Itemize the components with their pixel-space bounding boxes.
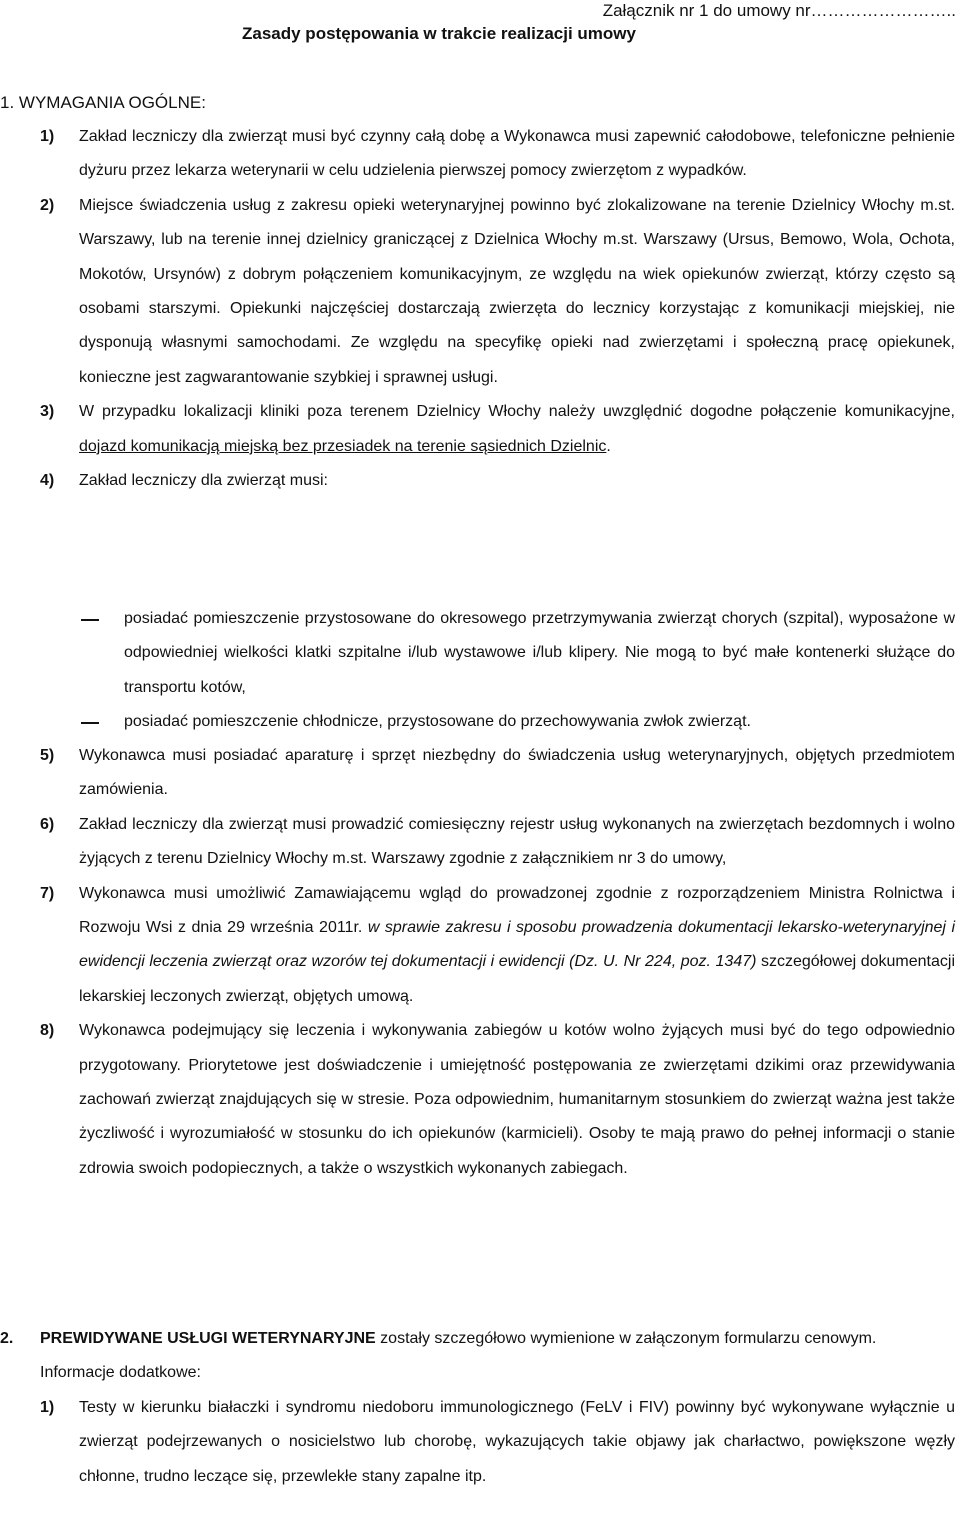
requirement-item-1: 1) Zakład leczniczy dla zwierząt musi być czynny całą dobę a Wykonawca musi zapewnić całodobowe, telefoniczne pełnienie dyżuru przez lekarza weterynarii w celu udzielenia pierwszej pomocy zwierzętom z wypadków. — [40, 128, 955, 180]
section-1-items-b — [0, 739, 955, 1186]
document-title: Zasady postępowania w trakcie realizacji umowy — [242, 24, 636, 43]
annex-reference: Załącznik nr 1 do umowy nr…………………….. — [602, 1, 956, 20]
additional-info-item-1: 1) Testy w kierunku białaczki i syndromu niedoboru immunologicznego (FeLV i FIV) powinny być wykonywane wyłącznie u zwierząt podejrzewanych o nosicielstwo lub chorobę, wykazujących takie objawy jak charłactwo, powiększone węzły chłonne, trudno leczące się, przewlekłe stany zapalne itp. — [40, 1398, 955, 1485]
underlined-requirement: dojazd komunikacją miejską bez przesiadek na terenie sąsiednich Dzielnic — [79, 437, 607, 455]
requirement-item-2: 2) Miejsce świadczenia usług z zakresu opieki weterynaryjnej powinno być zlokalizowane na terenie Dzielnicy Włochy m.st. Warszawy, lub na terenie innej dzielnicy graniczącej z Dzielnica Włochy m.st. Warszawy (Ursus, Bemowo, Wola, Ochota, Mokotów, Ursynów) z dobrym połączeniem komunikacyjnym, ze względu na wiek opiekunów zwierząt, którzy często są osobami starszymi. Opiekunki najczęściej dostarczają zwierzęta do lecznicy korzystając z komunikacji miejskiej, nie dysponują własnymi samochodami. Ze względu na specyfikę opieki nad zwierzętami i społeczną pracę opiekunek, konieczne jest zagwarantowanie szybkiej i sprawnej usługi. — [40, 196, 955, 386]
additional-info-heading: Informacje dodatkowe: — [40, 1364, 201, 1382]
sublist-item: posiadać pomieszczenie przystosowane do okresowego przetrzymywania zwierząt chorych (szpital), wyposażone w odpowiedniej wielkości klatki szpitalne i/lub wystawowe i/lub klipery. Nie mogą to być małe kontenerki służące do transportu kotów, — [0, 602, 955, 705]
requirement-4-sublist — [0, 602, 955, 740]
requirement-item-4: 4) Zakład leczniczy dla zwierząt musi: — [40, 472, 328, 490]
dash-bullet-icon — [81, 619, 99, 621]
requirement-item-3: 3) W przypadku lokalizacji kliniki poza terenem Dzielnicy Włochy należy uwzględnić dogodne połączenie komunikacyjne, dojazd komunikacją miejską bez przesiadek na terenie sąsiednich Dzielnic. — [40, 403, 955, 455]
section-2-intro: PREWIDYWANE USŁUGI WETERYNARYJNE zostały szczegółowo wymienione w załączonym formularzu cenowym. — [40, 1330, 877, 1347]
section-2-number: 2. — [0, 1330, 14, 1347]
section-1-heading: 1. WYMAGANIA OGÓLNE: — [0, 93, 206, 112]
sublist-item: posiadać pomieszczenie chłodnicze, przystosowane do przechowywania zwłok zwierząt. — [0, 705, 955, 739]
requirement-item-7: 7) Wykonawca musi umożliwić Zamawiającemu wgląd do prowadzonej zgodnie z rozporządzeniem Ministra Rolnictwa i Rozwoju Wsi z dnia 29 września 2011r. w sprawie zakresu i sposobu prowadzenia dokumentacji lekarsko-weterynaryjnej i ewidencji leczenia zwierząt oraz wzorów tej dokumentacji i ewidencji (Dz. U. Nr 224, poz. 1347) szczegółowej dokumentacji lekarskiej leczonych zwierząt, objętych umową. — [40, 884, 956, 1005]
regulation-title: w sprawie zakresu i sposobu prowadzenia dokumentacji lekarsko-weterynaryjnej i ewidencji leczenia zwierząt oraz wzorów tej dokumentacji i ewidencji (Dz. U. Nr 224, poz. 1347) — [79, 919, 956, 971]
dash-bullet-icon — [81, 722, 99, 724]
section-1-items-a — [0, 120, 955, 498]
requirement-item-6: 6) Zakład leczniczy dla zwierząt musi prowadzić comiesięczny rejestr usług wykonanych na zwierzętach bezdomnych i wolno żyjących z terenu Dzielnicy Włochy m.st. Warszawy zgodnie z załącznikiem nr 3 do umowy, — [40, 815, 955, 868]
requirement-item-8: 8) Wykonawca podejmujący się leczenia i wykonywania zabiegów u kotów wolno żyjących musi być do tego odpowiednio przygotowany. Priorytetowe jest doświadczenie i umiejętność postępowania ze zwierzętami dzikimi oraz przewidywania zachowań zwierząt znajdujących się w stresie. Poza odpowiednim, humanitarnym stosunkiem do zwierząt ważna jest także życzliwość i wyrozumiałość w stosunku do ich opiekunów (karmicieli). Osoby te mają prawo do pełnej informacji o stanie zdrowia swoich podopiecznych, a także o wszystkich wykonanych zabiegach. — [40, 1022, 955, 1177]
requirement-item-5: 5) Wykonawca musi posiadać aparaturę i sprzęt niezbędny do świadczenia usług weterynaryjnych, objętych przedmiotem zamówienia. — [40, 747, 955, 799]
section-2 — [0, 1322, 955, 1494]
